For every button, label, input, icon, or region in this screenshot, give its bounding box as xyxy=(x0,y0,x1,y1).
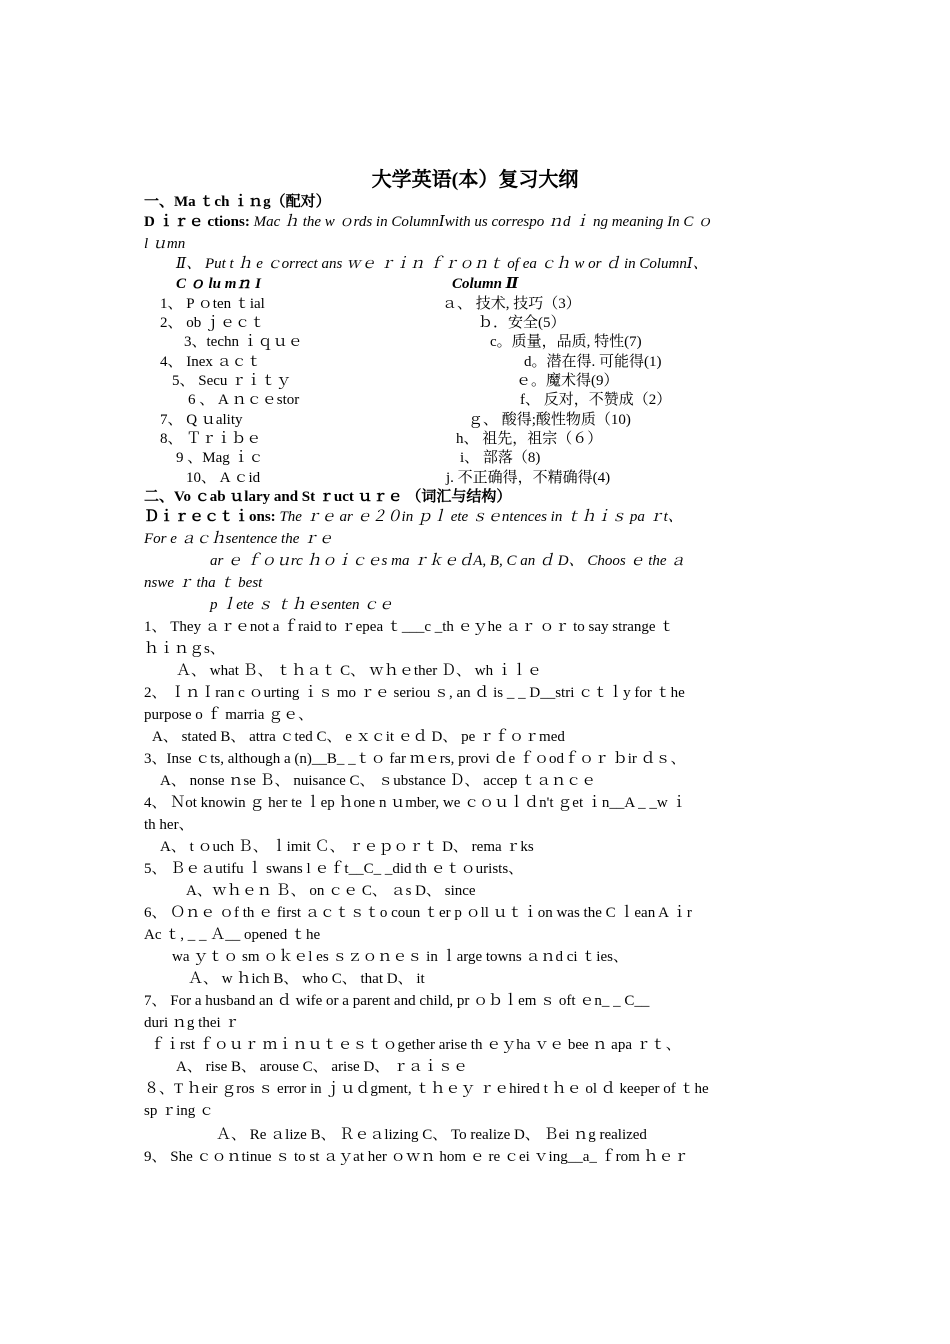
right-item: ｅ。魔术得(9） xyxy=(516,373,619,389)
section1-directions xyxy=(144,212,712,232)
question-line: 9、 She ｃｏｎtinue ｓ to st ａｙat her ｏｗｎ hom ｅ re ｃei ｖing__a_ ｆrom ｈｅｒ xyxy=(144,1149,689,1165)
question-line: 2、 ＩｎＩran c ｏurting ｉｓ mo ｒｅ seriou ｓ, an ｄ is _ _ D__stri ｃｔｌy for ｔhe xyxy=(144,685,685,701)
question-line: 5、 Ｂｅａutifu ｌ swans l ｅｆt__C_ _did th ｅｔｏurists、 xyxy=(144,861,524,877)
right-item: d。潜在得. 可能得(1) xyxy=(524,354,662,370)
left-item: 10、 A ｃid xyxy=(186,470,261,486)
right-item: ｂ．安全(5） xyxy=(478,315,566,331)
right-item: j. 不正确得，不精确得(4) xyxy=(446,470,611,486)
left-item: 9 、Mag ｉｃ xyxy=(176,450,264,466)
right-item: ｇ、 酸得;酸性物质（10) xyxy=(468,412,631,428)
question-line: 1、 They ａｒｅnot a ｆraid to ｒepea ｔ___c _th ｅｙhe ａｒ ｏｒ to say strange ｔ xyxy=(144,619,675,635)
answer-options: A、 rise B、 arouse C、 arise D、 ｒａｉｓｅ xyxy=(176,1059,469,1075)
right-item: i、 部落（8) xyxy=(460,450,541,466)
question-line: 7、 For a husband an ｄ wife or a parent and child, pr ｏｂｌem ｓ oft ｅn_ _ C__ xyxy=(144,993,650,1009)
right-item: ａ、 技术, 技巧（3） xyxy=(442,296,581,312)
question-line: Ac ｔ, _ _ Ａ__ opened ｔhe xyxy=(144,927,321,943)
question-line: sp ｒing ｃ xyxy=(144,1103,215,1119)
question-line: wa ｙｔｏ sm ｏｋｅl es ｓｚｏｎｅｓ in ｌarge towns ａｎd ci ｔies、 xyxy=(172,949,628,965)
left-item: 6 、 A ｎｃｅstor xyxy=(188,392,300,408)
left-item: 2、 ob ｊｅｃｔ xyxy=(160,315,266,331)
question-line: duri ｎg thei ｒ xyxy=(144,1015,240,1031)
answer-options: Ａ、 what Ｂ、 ｔｈａｔ C、 ｗｈｅther Ｄ、 wh ｉｌｅ xyxy=(176,663,542,679)
section2-heading: 二、Vo ｃab ｕlary and St ｒuct ｕｒｅ （词汇与结构） xyxy=(144,489,512,505)
directions-text-cont: p ｌete ｓ ｔｈｅsenten ｃｅ xyxy=(210,597,394,613)
question-line: 4、 Ｎot knowin ｇ her te ｌep ｈone n ｕmber, we ｃｏｕｌｄn't ｇet ｉn__A _ _w ｉ xyxy=(144,795,687,811)
question-line: purpose o ｆ marria ｇｅ、 xyxy=(144,707,314,723)
column1-header: C ｏ lu mｎ I xyxy=(176,276,262,292)
directions-label: D ｉｒｅ ctions: xyxy=(144,214,250,230)
left-item: 7、 Q ｕality xyxy=(160,412,243,428)
directions-text-cont2: Ⅱ、 Put t ｈ e ｃorrect ans ｗｅ ｒｉｎ ｆｒｏｎｔ of ea ｃｈ w or ｄ in ColumnⅠ、 xyxy=(176,256,708,272)
question-line: ｈｉｎｇs、 xyxy=(144,641,225,657)
directions-label: Ｄｉｒｅｃｔｉons: xyxy=(144,509,276,525)
left-item: 1、 P ｏten ｔial xyxy=(160,296,265,312)
left-item: 3、techn ｉｑｕｅ xyxy=(184,334,303,350)
question-line: ８、T ｈeir ｇros ｓ error in ｊｕｄgment, ｔｈｅｙ ｒｅhired t ｈｅ ol ｄ keeper of ｔhe xyxy=(144,1081,709,1097)
right-item: f、 反对，不赞成（2） xyxy=(520,392,672,408)
column2-header: Column Ⅱ xyxy=(452,276,519,292)
directions-text-cont: nswe ｒ tha ｔ best xyxy=(144,575,263,591)
answer-options: Ａ、 w ｈich B、 who C、 that D、 it xyxy=(188,971,425,987)
left-item: 8、 Ｔｒｉｂｅ xyxy=(160,431,262,447)
right-item: h、 祖先，祖宗（６） xyxy=(456,431,603,447)
answer-options: A、 t ｏuch Ｂ、 ｌimit Ｃ、 ｒｅｐｏｒｔ D、 rema ｒks xyxy=(160,839,534,855)
page-title: 大学英语(本）复习大纲 xyxy=(371,169,579,191)
answer-options: A、ｗｈｅｎ Ｂ、 on ｃｅ C、 ａs D、 since xyxy=(186,883,476,899)
section2-directions xyxy=(144,507,683,527)
right-item: c。质量，品质, 特性(7) xyxy=(490,334,642,350)
directions-text-cont: For e ａｃｈsentence the ｒｅ xyxy=(144,531,334,547)
directions-text-cont: ar ｅ ｆｏｕrc ｈｏｉｃｅs ma ｒｋｅｄA, B, C an ｄ D、 Choos ｅ the ａ xyxy=(210,553,686,569)
left-item: 4、 Inex ａｃｔ xyxy=(160,354,262,370)
question-line: 3、Inse ｃts, although a (n)__B_ _ｔｏ far ｍｅrs, provi ｄe ｆｏodｆｏｒ ｂir ｄｓ、 xyxy=(144,751,686,767)
left-item: 5、 Secu ｒｉｔｙ xyxy=(172,373,292,389)
directions-text: The ｒｅ ar ｅ２０in ｐｌ ete ｓｅntences in ｔｈｉｓ pa ｒt、 xyxy=(279,509,683,525)
answer-options: A、 nonse ｎse Ｂ、 nuisance C、 ｓubstance Ｄ、 accep ｔａｎｃｅ xyxy=(160,773,597,789)
answer-options: Ａ、 Re ａlize B、 Ｒｅａlizing C、 To realize D、 Ｂei ｎg realized xyxy=(216,1127,647,1143)
directions-text-cont: l ｕmn xyxy=(144,236,186,252)
question-line: ｆｉrst ｆｏｕｒ ｍｉｎｕｔｅｓｔｏgether arise th ｅｙha ｖｅ bee ｎ apa ｒｔ、 xyxy=(150,1037,681,1053)
answer-options: A、 stated B、 attra ｃted C、 e ｘｃit ｅｄ D、 pe ｒｆｏｒmed xyxy=(152,729,565,745)
question-line: th her、 xyxy=(144,817,194,833)
directions-text: Mac ｈ the w ｏrds in ColumnⅠwith us correspo ｎd ｉ ng meaning In C ｏ xyxy=(253,214,713,230)
section1-heading: 一、Ma ｔch ｉｎg（配对） xyxy=(144,194,331,210)
question-line: 6、 Ｏｎｅ ｏf th ｅ first ａｃｔｓｔo coun ｔer p ｏll ｕｔｉon was the C ｌean A ｉr xyxy=(144,905,692,921)
